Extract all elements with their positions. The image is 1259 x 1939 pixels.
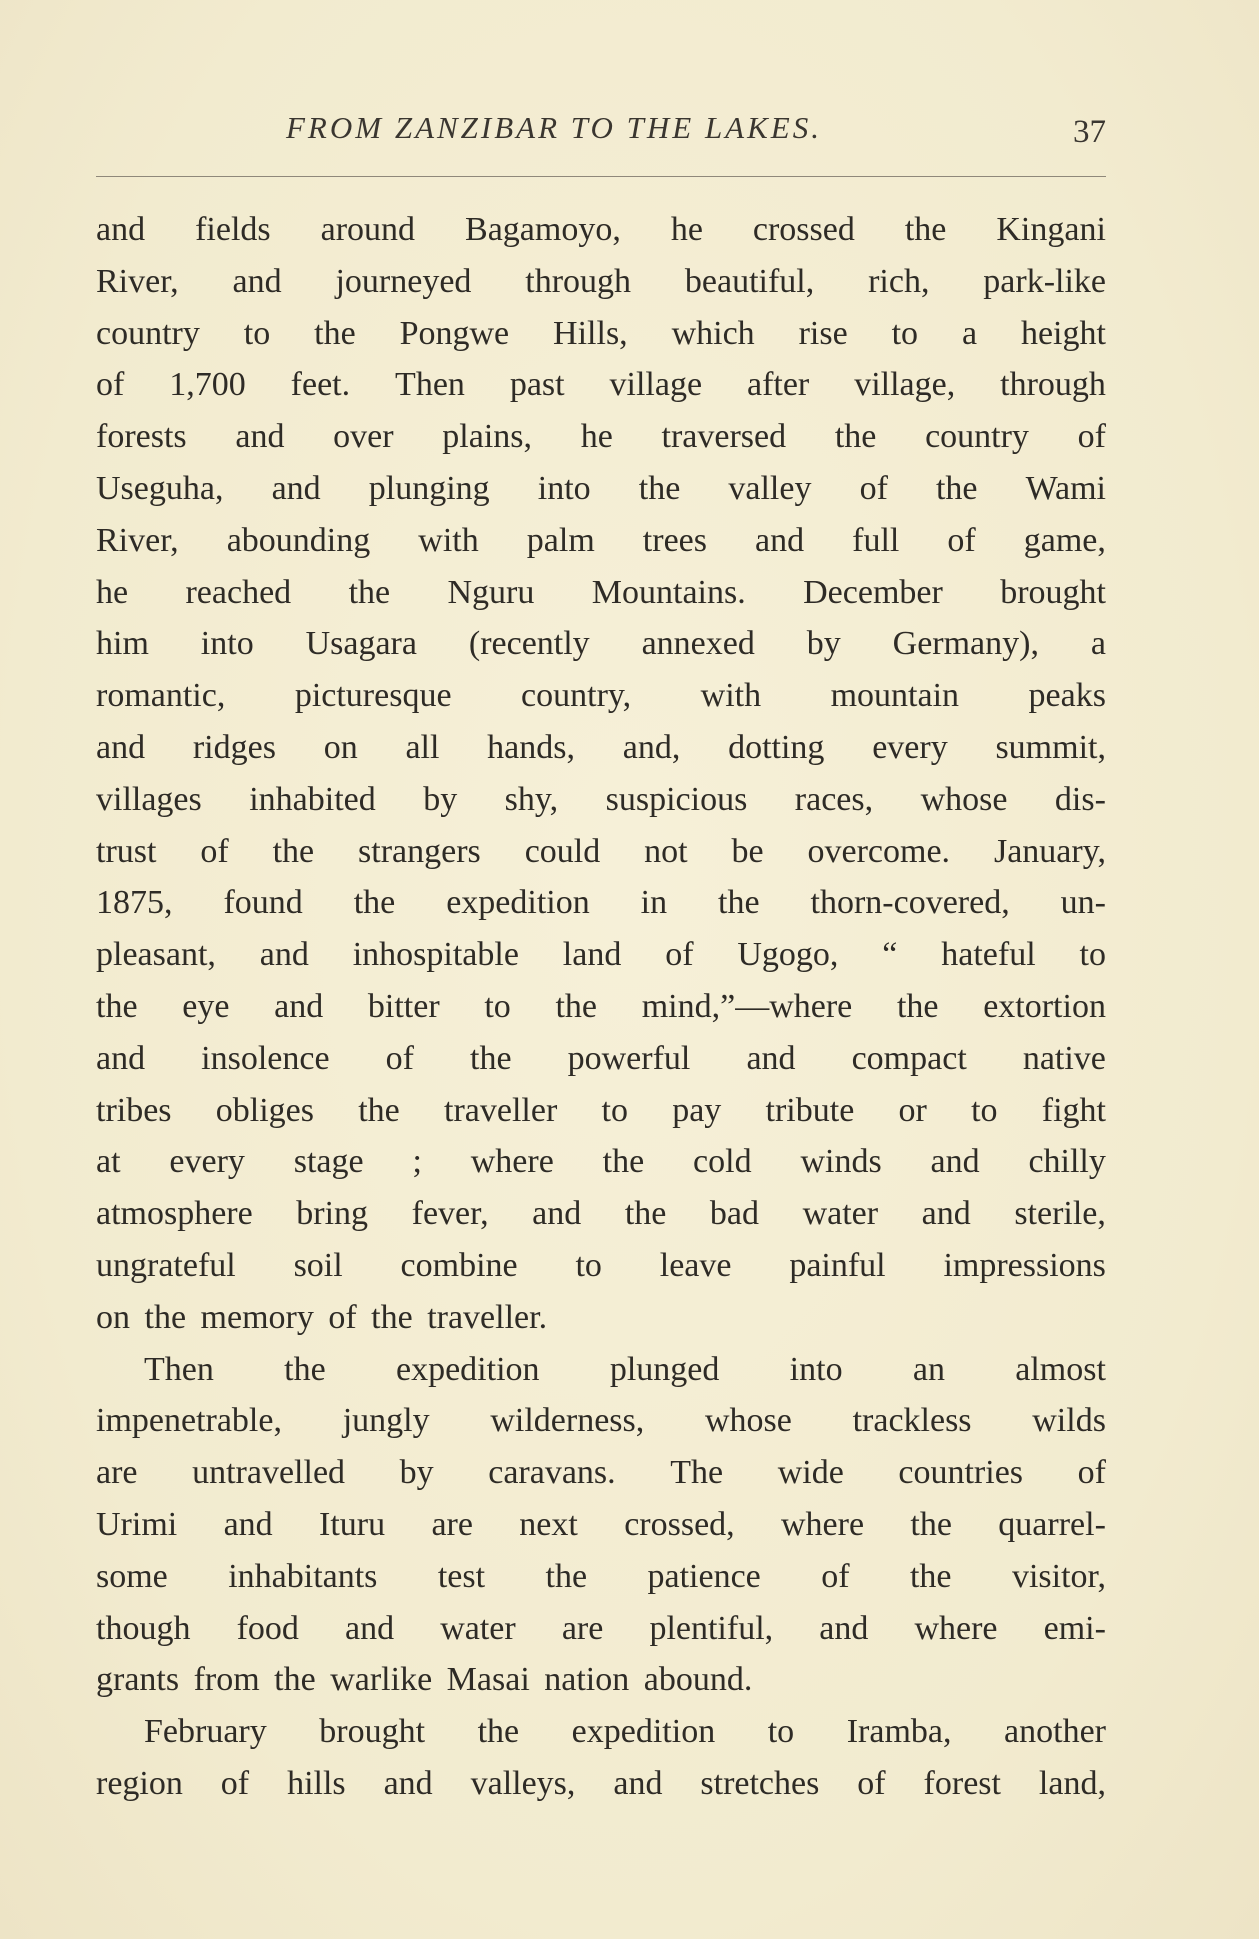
word: cold — [693, 1143, 752, 1181]
word: un- — [1060, 884, 1106, 922]
word: compact — [851, 1039, 967, 1077]
text-line — [96, 774, 1106, 826]
word: villages — [96, 780, 202, 818]
text-line — [96, 1033, 1106, 1085]
word: plunged — [609, 1350, 720, 1388]
word: bring — [296, 1195, 369, 1233]
word: the — [284, 1350, 326, 1388]
word: another — [1004, 1713, 1106, 1751]
word: at — [96, 1143, 121, 1181]
word: ungrateful — [96, 1246, 236, 1284]
word: forest — [923, 1764, 1001, 1802]
text-line — [96, 1706, 1106, 1758]
word: whose — [704, 1402, 792, 1440]
word: fight — [1041, 1091, 1106, 1129]
word: visitor, — [1011, 1557, 1106, 1595]
word: of — [857, 1764, 886, 1802]
word: the — [314, 314, 356, 352]
word: trust — [96, 832, 157, 870]
word: 1875, — [96, 884, 173, 922]
word: village — [609, 366, 703, 404]
word: he — [670, 211, 703, 248]
word: an — [912, 1350, 945, 1388]
word: land, — [1038, 1764, 1106, 1802]
word: stretches — [700, 1764, 820, 1802]
word: February — [144, 1713, 267, 1751]
word: test — [437, 1557, 486, 1595]
word: shy, — [504, 780, 559, 818]
word: next — [519, 1505, 578, 1543]
word: and — [223, 1505, 273, 1543]
word: park-like — [983, 262, 1106, 300]
word: almost — [1015, 1350, 1106, 1388]
word: over — [333, 418, 394, 456]
word: Iramba, — [846, 1713, 952, 1751]
word: River, — [96, 521, 179, 559]
word: mind,”—where — [641, 987, 853, 1025]
word: are — [96, 1454, 138, 1492]
word: the — [470, 1039, 512, 1077]
word: expedition — [571, 1713, 716, 1751]
word: which — [671, 314, 755, 352]
word: chilly — [1028, 1143, 1106, 1181]
word: eye — [182, 987, 230, 1025]
text-line — [96, 515, 1106, 567]
paragraph — [96, 1344, 1106, 1707]
word: and — [232, 262, 282, 300]
word: region — [96, 1764, 183, 1802]
word: food — [236, 1609, 299, 1647]
word: Kingani — [996, 211, 1106, 248]
word: Useguha, — [96, 469, 224, 507]
word: River, — [96, 262, 179, 300]
word: soil — [293, 1246, 343, 1284]
word: after — [746, 366, 810, 404]
word: and — [746, 1039, 796, 1077]
word: the — [545, 1557, 588, 1595]
word: into — [200, 625, 254, 663]
word: native — [1022, 1039, 1106, 1077]
word: peaks — [1028, 677, 1106, 715]
word: inhospitable — [352, 936, 519, 974]
word: countries — [898, 1454, 1024, 1492]
text-line: on the memory of the traveller. — [96, 1298, 548, 1336]
text-line — [96, 308, 1106, 360]
word: mountain — [830, 677, 960, 715]
word: rise — [798, 314, 848, 352]
word: abounding — [226, 521, 371, 559]
word: extortion — [983, 987, 1106, 1025]
word: beautiful, — [684, 262, 815, 300]
word: though — [96, 1609, 191, 1647]
word: ; — [412, 1143, 422, 1181]
word: to — [891, 314, 919, 352]
word: full — [852, 521, 900, 559]
word: country, — [521, 677, 632, 715]
word: tribes — [96, 1091, 172, 1129]
word: romantic, — [96, 677, 226, 715]
word: forests — [96, 418, 187, 456]
word: wilds — [1032, 1402, 1106, 1440]
word: and — [235, 418, 285, 456]
header-rule — [96, 176, 1106, 177]
text-line — [96, 1136, 1106, 1188]
word: by — [423, 780, 458, 818]
word: impenetrable, — [96, 1402, 282, 1440]
word: to — [971, 1091, 998, 1129]
text-line — [96, 1447, 1106, 1499]
word: insolence — [201, 1039, 330, 1077]
word: the — [272, 832, 315, 870]
text-line — [96, 1603, 1106, 1655]
word: January, — [993, 832, 1106, 870]
word: brought — [1000, 573, 1106, 611]
word: journeyed — [335, 262, 472, 300]
word: the — [910, 1505, 952, 1543]
word: some — [96, 1557, 168, 1595]
word: untravelled — [192, 1454, 346, 1492]
word: Pongwe — [399, 314, 510, 352]
body-text — [96, 204, 1106, 1810]
word: palm — [526, 521, 595, 559]
word: to — [575, 1246, 602, 1284]
word: of — [1077, 418, 1106, 456]
word: Then — [395, 366, 465, 404]
word: of — [859, 469, 888, 507]
word: plunging — [368, 469, 490, 507]
word: valley — [728, 469, 812, 507]
word: races, — [794, 780, 874, 818]
word: found — [223, 884, 303, 922]
word: game, — [1023, 521, 1106, 559]
word: by — [806, 625, 841, 663]
text-line: grants from the warlike Masai nation abound. — [96, 1661, 753, 1699]
word: Bagamoyo, — [465, 211, 621, 248]
word: trees — [642, 521, 707, 559]
word: and — [96, 211, 146, 248]
text-line — [96, 670, 1106, 722]
text-line — [96, 1085, 1106, 1137]
word: be — [731, 832, 764, 870]
word: combine — [400, 1246, 518, 1284]
word: “ — [882, 936, 898, 974]
word: of — [947, 521, 976, 559]
word: leave — [659, 1246, 732, 1284]
word: where — [470, 1143, 554, 1181]
word: obliges — [215, 1091, 314, 1129]
word: dotting — [728, 728, 825, 766]
text-line — [96, 1499, 1106, 1551]
word: to — [1079, 936, 1106, 974]
word: and — [819, 1609, 869, 1647]
word: the — [358, 1091, 400, 1129]
word: every — [169, 1143, 245, 1181]
word: (recently — [468, 625, 590, 663]
text-line — [96, 463, 1106, 515]
text-line — [96, 411, 1106, 463]
word: hills — [287, 1764, 346, 1802]
word: impressions — [943, 1246, 1106, 1284]
word: Then — [144, 1350, 214, 1388]
word: expedition — [396, 1350, 540, 1388]
word: annexed — [641, 625, 755, 663]
word: through — [525, 262, 632, 300]
word: to — [243, 314, 271, 352]
text-line — [96, 722, 1106, 774]
word: patience — [647, 1557, 761, 1595]
word: are — [561, 1609, 604, 1647]
word: plains, — [442, 418, 532, 456]
word: and — [96, 1039, 146, 1077]
word: sterile, — [1014, 1195, 1106, 1233]
word: expedition — [446, 884, 590, 922]
word: a — [961, 314, 978, 352]
word: 1,700 — [169, 366, 246, 404]
word: into — [537, 469, 591, 507]
word: brought — [319, 1713, 426, 1751]
word: Ugogo, — [737, 936, 839, 974]
word: to — [601, 1091, 628, 1129]
page-number: 37 — [1073, 114, 1106, 150]
text-line — [96, 929, 1106, 981]
word: and — [383, 1764, 433, 1802]
word: and — [274, 987, 324, 1025]
running-head — [96, 100, 1106, 160]
word: pay — [672, 1091, 722, 1129]
word: through — [1000, 366, 1106, 404]
word: and — [345, 1609, 395, 1647]
word: the — [718, 884, 760, 922]
word: the — [638, 469, 681, 507]
word: Nguru — [447, 573, 535, 611]
word: crossed, — [624, 1505, 735, 1543]
word: fever, — [411, 1195, 489, 1233]
text-line — [96, 618, 1106, 670]
word: plentiful, — [649, 1609, 774, 1647]
word: or — [898, 1091, 927, 1129]
word: of — [96, 366, 125, 404]
word: and — [532, 1195, 582, 1233]
text-line — [96, 877, 1106, 929]
word: country — [925, 418, 1029, 456]
word: bad — [709, 1195, 760, 1233]
word: picturesque — [294, 677, 452, 715]
word: stage — [293, 1143, 364, 1181]
word: all — [405, 728, 440, 766]
word: of — [1077, 1454, 1106, 1492]
word: every — [872, 728, 948, 766]
word: water — [440, 1609, 516, 1647]
word: him — [96, 625, 149, 663]
word: Mountains. — [591, 573, 746, 611]
word: wide — [777, 1454, 844, 1492]
word: the — [555, 987, 598, 1025]
word: whose — [920, 780, 1008, 818]
word: the — [834, 418, 877, 456]
word: Wami — [1025, 469, 1106, 507]
word: ridges — [192, 728, 276, 766]
paragraph — [96, 1706, 1106, 1810]
word: inhabited — [249, 780, 376, 818]
word: height — [1020, 314, 1106, 352]
text-line — [96, 204, 1106, 256]
word: of — [385, 1039, 414, 1077]
word: inhabitants — [228, 1557, 378, 1595]
word: the — [602, 1143, 645, 1181]
text-line — [96, 256, 1106, 308]
word: traveller — [444, 1091, 558, 1129]
word: on — [323, 728, 358, 766]
word: powerful — [567, 1039, 691, 1077]
word: and — [613, 1764, 663, 1802]
word: crossed — [752, 211, 855, 248]
word: Germany), — [892, 625, 1039, 663]
running-title: FROM ZANZIBAR TO THE LAKES. — [286, 110, 822, 145]
word: and — [259, 936, 309, 974]
word: quarrel- — [998, 1505, 1106, 1543]
word: where — [914, 1609, 998, 1647]
word: winds — [800, 1143, 882, 1181]
word: trackless — [852, 1402, 972, 1440]
word: the — [348, 573, 391, 611]
word: the — [353, 884, 396, 922]
word: Ituru — [319, 1505, 386, 1543]
word: past — [509, 366, 565, 404]
word: December — [803, 573, 943, 611]
word: to — [767, 1713, 795, 1751]
word: The — [670, 1454, 724, 1492]
word: of — [200, 832, 229, 870]
word: village, — [854, 366, 956, 404]
word: the — [624, 1195, 667, 1233]
word: emi- — [1043, 1609, 1106, 1647]
text-line — [96, 567, 1106, 619]
word: and, — [622, 728, 681, 766]
word: suspicious — [605, 780, 748, 818]
word: Urimi — [96, 1505, 178, 1543]
word: hateful — [941, 936, 1036, 974]
word: around — [320, 211, 416, 248]
word: the — [904, 211, 947, 248]
word: by — [399, 1454, 434, 1492]
word: and — [755, 521, 805, 559]
text-line — [96, 1240, 1106, 1292]
text-line — [96, 981, 1106, 1033]
word: atmosphere — [96, 1195, 253, 1233]
word: summit, — [995, 728, 1106, 766]
word: the — [477, 1713, 520, 1751]
word: thorn-covered, — [810, 884, 1010, 922]
text-line — [96, 1188, 1106, 1240]
word: the — [96, 987, 138, 1025]
word: of — [220, 1764, 250, 1802]
word: hands, — [487, 728, 575, 766]
word: rich, — [868, 262, 930, 300]
word: he — [580, 418, 613, 456]
word: with — [418, 521, 479, 559]
word: wilderness, — [490, 1402, 645, 1440]
word: overcome. — [807, 832, 951, 870]
word: could — [524, 832, 601, 870]
word: strangers — [358, 832, 481, 870]
word: Usagara — [305, 625, 417, 663]
word: fields — [195, 211, 271, 248]
text-line — [96, 1758, 1106, 1810]
word: Hills, — [553, 314, 628, 352]
word: into — [789, 1350, 843, 1388]
word: are — [431, 1505, 473, 1543]
word: land — [562, 936, 622, 974]
word: bitter — [367, 987, 440, 1025]
word: of — [821, 1557, 850, 1595]
word: the — [935, 469, 978, 507]
word: dis- — [1054, 780, 1106, 818]
word: feet. — [290, 366, 351, 404]
word: and — [271, 469, 321, 507]
word: the — [896, 987, 939, 1025]
word: he — [96, 573, 129, 611]
text-line — [96, 1395, 1106, 1447]
word: valleys, — [470, 1764, 576, 1802]
word: and — [96, 728, 146, 766]
word: and — [930, 1143, 980, 1181]
word: in — [640, 884, 668, 922]
text-line — [96, 826, 1106, 878]
word: with — [700, 677, 762, 715]
word: where — [781, 1505, 865, 1543]
word: country — [96, 314, 200, 352]
word: of — [665, 936, 694, 974]
word: not — [644, 832, 688, 870]
word: reached — [185, 573, 292, 611]
word: caravans. — [488, 1454, 616, 1492]
word: pleasant, — [96, 936, 216, 974]
word: and — [921, 1195, 971, 1233]
word: traversed — [661, 418, 787, 456]
text-line — [96, 1344, 1106, 1396]
word: tribute — [765, 1091, 855, 1129]
text-line — [96, 359, 1106, 411]
word: to — [484, 987, 511, 1025]
text-line — [96, 1551, 1106, 1603]
paragraph — [96, 204, 1106, 1344]
word: a — [1090, 625, 1106, 663]
word: the — [909, 1557, 952, 1595]
word: jungly — [342, 1402, 430, 1440]
word: painful — [789, 1246, 886, 1284]
word: water — [802, 1195, 879, 1233]
